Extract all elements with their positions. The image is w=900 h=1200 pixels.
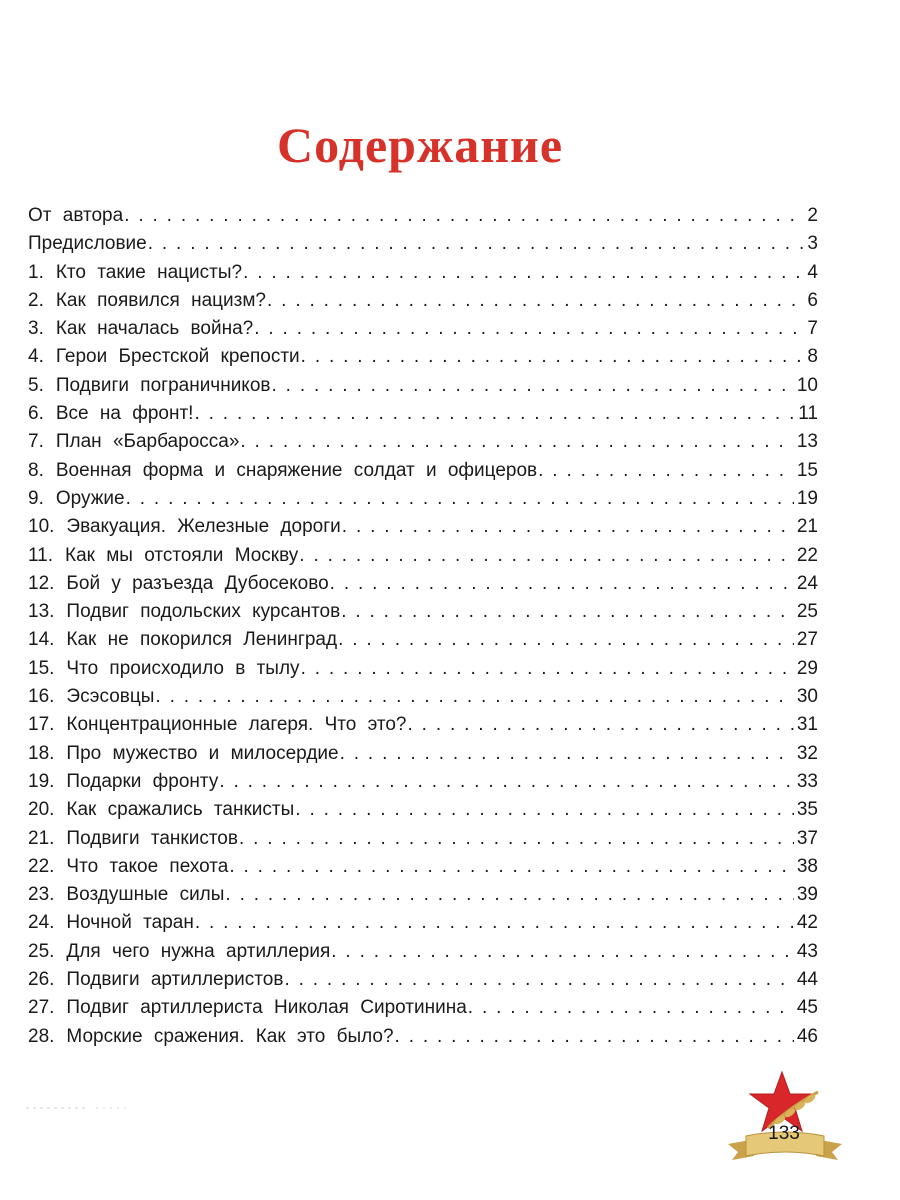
dot-leader [338, 626, 794, 654]
toc-entry-title: Подвиг артиллериста Николая Сиротинина [66, 997, 467, 1019]
toc-entry-title: Воздушные силы [66, 884, 225, 906]
toc-entry-number: 17. [28, 714, 55, 736]
dot-leader [155, 683, 793, 711]
toc-entry-page: 22 [796, 544, 818, 566]
dot-leader [195, 909, 794, 937]
toc-entry-page: 30 [796, 686, 818, 708]
dot-leader [538, 457, 794, 485]
toc-entry-number: 4. [28, 346, 44, 368]
dot-leader [395, 1023, 794, 1051]
toc-entry-title: Как началась война? [55, 318, 254, 340]
toc-entry-number: 9. [28, 487, 44, 509]
toc-entry-title: Для чего нужна артиллерия [66, 940, 331, 962]
toc-entry-title: Концентрационные лагеря. Что это? [66, 714, 407, 736]
toc-entry-page: 4 [807, 261, 818, 283]
dot-leader [301, 343, 805, 371]
toc-entry-page: 15 [796, 459, 818, 481]
toc-entry-title: Подарки фронту [66, 770, 219, 792]
toc-entry [28, 768, 818, 796]
toc-entry [28, 428, 818, 456]
toc-entry-number: 16. [28, 686, 55, 708]
toc-entry-page: 32 [796, 742, 818, 764]
toc-entry-number: 22. [28, 855, 55, 877]
faint-print-mark [26, 1098, 136, 1104]
dot-leader [148, 230, 805, 258]
toc-entry-title: Подвиги пограничников [55, 374, 271, 396]
toc-entry-page: 39 [796, 884, 818, 906]
toc-entry [28, 457, 818, 485]
toc-entry-page: 3 [807, 233, 818, 255]
table-of-contents [28, 202, 818, 1051]
toc-entry-page: 37 [796, 827, 818, 849]
toc-entry [28, 485, 818, 513]
dot-leader [331, 938, 794, 966]
toc-entry-title: Предисловие [28, 233, 147, 255]
toc-entry [28, 570, 818, 598]
toc-entry-page: 31 [796, 714, 818, 736]
toc-entry-number: 14. [28, 629, 55, 651]
toc-entry-title: Все на фронт! [55, 403, 194, 425]
toc-entry-number: 3. [28, 318, 44, 340]
dot-leader [299, 542, 794, 570]
dot-leader [243, 259, 804, 287]
toc-entry-number: 5. [28, 374, 44, 396]
toc-entry-page: 10 [796, 374, 818, 396]
toc-entry-page: 46 [796, 1025, 818, 1047]
toc-entry-title: Эвакуация. Железные дороги [66, 516, 341, 538]
toc-entry-page: 11 [798, 403, 818, 425]
toc-entry-title: Что такое пехота [66, 855, 229, 877]
dot-leader [284, 966, 793, 994]
toc-entry-title: Эсэсовцы [66, 686, 155, 708]
toc-entry [28, 966, 818, 994]
toc-entry [28, 683, 818, 711]
toc-entry-title: Как мы отстояли Москву [65, 544, 299, 566]
toc-entry [28, 796, 818, 824]
dot-leader [254, 315, 804, 343]
toc-entry-title: Как не покорился Ленинград [66, 629, 338, 651]
toc-entry-number: 20. [28, 799, 55, 821]
dot-leader [219, 768, 794, 796]
toc-entry-page: 42 [796, 912, 818, 934]
dot-leader [468, 994, 794, 1022]
toc-entry [28, 711, 818, 739]
dot-leader [225, 881, 793, 909]
page-title: Содержание [276, 116, 564, 173]
toc-entry-title: Бой у разъезда Дубосеково [66, 572, 329, 594]
toc-entry-number: 25. [28, 940, 55, 962]
toc-entry-number: 27. [28, 997, 55, 1019]
dot-leader [194, 400, 795, 428]
toc-entry-title: Подвиги артиллеристов [66, 969, 284, 991]
toc-entry-page: 43 [796, 940, 818, 962]
toc-entry [28, 881, 818, 909]
toc-entry-number: 1. [28, 261, 44, 283]
toc-entry-number: 10. [28, 516, 55, 538]
toc-entry [28, 287, 818, 315]
toc-entry [28, 626, 818, 654]
dot-leader [330, 570, 794, 598]
dot-leader [267, 287, 804, 315]
toc-entry-number: 18. [28, 742, 55, 764]
toc-entry-number: 13. [28, 601, 55, 623]
toc-entry-page: 2 [807, 205, 818, 226]
toc-entry-page: 27 [796, 629, 818, 651]
toc-entry-title: Подвиг подольских курсантов [66, 601, 341, 623]
toc-entry-number: 26. [28, 969, 55, 991]
toc-entry-number: 19. [28, 770, 55, 792]
toc-entry [28, 853, 818, 881]
dot-leader [272, 372, 794, 400]
toc-entry [28, 513, 818, 541]
toc-entry [28, 315, 818, 343]
toc-entry [28, 202, 818, 230]
dot-leader [239, 825, 794, 853]
dot-leader [229, 853, 794, 881]
toc-entry-title: Что происходило в тылу [66, 657, 300, 679]
toc-entry-number: 2. [28, 289, 44, 311]
dot-leader [301, 655, 794, 683]
dot-leader [240, 428, 793, 456]
toc-entry-title: План «Барбаросса» [55, 431, 240, 453]
toc-entry-page: 45 [796, 997, 818, 1019]
toc-entry-page: 8 [807, 346, 818, 368]
toc-entry [28, 1023, 818, 1051]
toc-entry-page: 44 [796, 969, 818, 991]
dot-leader [295, 796, 794, 824]
toc-entry-page: 7 [807, 318, 818, 340]
toc-entry [28, 542, 818, 570]
toc-entry-page: 13 [796, 431, 818, 453]
toc-entry-title: Подвиги танкистов [66, 827, 238, 849]
toc-entry-number: 23. [28, 884, 55, 906]
toc-entry-title: Кто такие нацисты? [55, 261, 243, 283]
toc-entry-page: 29 [796, 657, 818, 679]
toc-entry-page: 24 [796, 572, 818, 594]
toc-entry-page: 25 [796, 601, 818, 623]
dot-leader [342, 513, 794, 541]
toc-entry [28, 994, 818, 1022]
toc-entry-title: Оружие [55, 487, 125, 509]
dot-leader [408, 711, 794, 739]
toc-entry-number: 21. [28, 827, 55, 849]
toc-entry-title: Про мужество и милосердие [66, 742, 339, 764]
toc-entry-title: Морские сражения. Как это было? [66, 1025, 394, 1047]
dot-leader [124, 202, 804, 230]
toc-entry-number: 12. [28, 572, 55, 594]
toc-entry [28, 400, 818, 428]
toc-entry-title: Как появился нацизм? [55, 289, 266, 311]
toc-entry-number: 8. [28, 459, 44, 481]
toc-entry [28, 230, 818, 258]
toc-entry-title: От автора [28, 205, 124, 226]
toc-entry [28, 343, 818, 371]
toc-entry [28, 938, 818, 966]
toc-entry-page: 38 [796, 855, 818, 877]
toc-entry-number: 7. [28, 431, 44, 453]
dot-leader [340, 740, 794, 768]
toc-entry [28, 740, 818, 768]
toc-entry [28, 259, 818, 287]
page-number: 133 [768, 1123, 800, 1144]
toc-entry-title: Военная форма и снаряжение солдат и офицеров [55, 459, 538, 481]
toc-entry-title: Как сражались танкисты [66, 799, 295, 821]
toc-entry-title: Герои Брестской крепости [55, 346, 300, 368]
toc-entry-page: 21 [796, 516, 818, 538]
toc-entry-title: Ночной таран [66, 912, 194, 934]
toc-entry-number: 24. [28, 912, 55, 934]
toc-entry-number: 11. [28, 544, 54, 566]
toc-entry-page: 33 [796, 770, 818, 792]
toc-entry-page: 19 [796, 487, 818, 509]
toc-entry [28, 909, 818, 937]
toc-entry-number: 28. [28, 1025, 55, 1047]
toc-entry-page: 6 [807, 289, 818, 311]
toc-entry [28, 598, 818, 626]
toc-entry-number: 6. [28, 403, 44, 425]
dot-leader [341, 598, 794, 626]
toc-entry [28, 655, 818, 683]
toc-entry [28, 372, 818, 400]
toc-entry-number: 15. [28, 657, 55, 679]
dot-leader [126, 485, 794, 513]
toc-entry-page: 35 [796, 799, 818, 821]
toc-entry [28, 825, 818, 853]
